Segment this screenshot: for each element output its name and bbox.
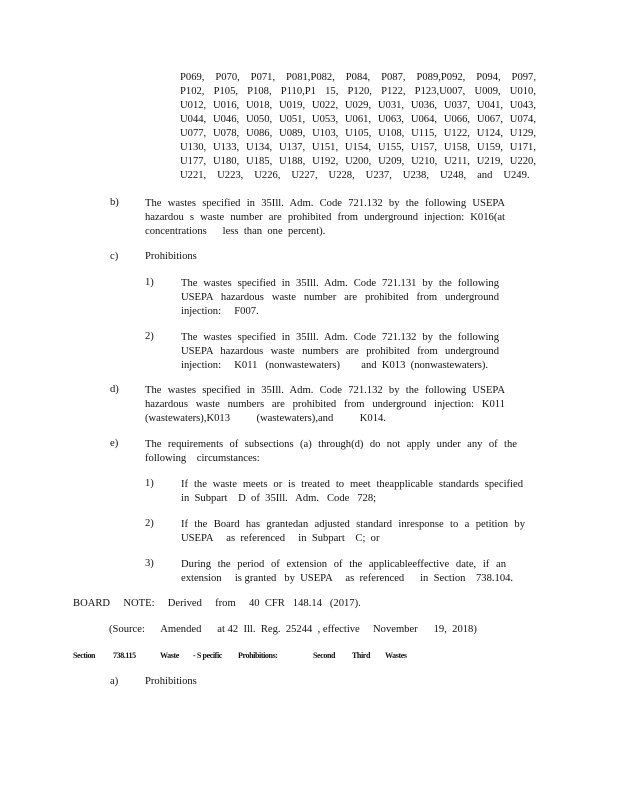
subsection-b-line: hazardou s waste number are prohibited from underground injection: K016(at <box>145 212 505 223</box>
item-c1-line: The wastes specified in 35Ill. Adm. Code 721.131 by the following <box>181 278 499 289</box>
section-number: 738.115 <box>113 651 136 660</box>
waste-codes-line: U044, U046, U050, U051, U053, U061, U063, U064, U066, U067, U074, <box>180 114 536 125</box>
section-heading <box>73 651 413 665</box>
item-e1-label: 1) <box>145 478 154 489</box>
item-e2-line: If the Board has grantedan adjusted standard inresponse to a petition by <box>181 519 525 530</box>
waste-codes-line: U077, U078, U086, U089, U103, U105, U108, U115, U122, U124, U129, <box>180 128 536 139</box>
section-title-word: Third <box>352 651 371 660</box>
item-e3-line: extension is granted by USEPA as referenced in Section 738.104. <box>181 573 514 584</box>
next-subsection-a-label: a) <box>110 676 119 687</box>
item-c1-label: 1) <box>145 277 154 288</box>
item-e2-line: USEPA as referenced in Subpart C; or <box>181 533 380 544</box>
subsection-e-text <box>145 438 517 466</box>
item-e2-label: 2) <box>145 518 154 529</box>
board-note: BOARD NOTE: Derived from 40 CFR 148.14 (2017). <box>73 598 361 609</box>
subsection-d-label: d) <box>110 384 119 395</box>
item-e3-label: 3) <box>145 558 154 569</box>
waste-codes-paragraph <box>180 71 536 183</box>
waste-codes-line: P069, P070, P071, P081,P082, P084, P087, P089,P092, P094, P097, <box>180 72 536 83</box>
subsection-e-label: e) <box>110 438 119 449</box>
subsection-b-text <box>145 197 505 239</box>
subsection-e-line: following circumstances: <box>145 453 260 464</box>
section-title-word: - S pecific <box>193 651 222 660</box>
item-c1-text <box>181 277 499 319</box>
item-e2-text <box>181 518 525 546</box>
subsection-d-line: (wastewaters),K013 (wastewaters),and K014. <box>145 413 386 424</box>
subsection-b-line: The wastes specified in 35Ill. Adm. Code 721.132 by the following USEPA <box>145 198 505 209</box>
waste-codes-line: U221, U223, U226, U227, U228, U237, U238, U248, and U249. <box>180 170 530 181</box>
section-title-word: Second <box>313 651 336 660</box>
item-e1-line: If the waste meets or is treated to meet theapplicable standards specified <box>181 479 523 490</box>
item-e3-line: During the period of extension of the applicableeffective date, if an <box>181 559 506 570</box>
item-e3-text <box>181 558 514 586</box>
item-c2-line: The wastes specified in 35Ill. Adm. Code 721.132 by the following <box>181 332 499 343</box>
source-note: (Source: Amended at 42 Ill. Reg. 25244 , effective November 19, 2018) <box>109 624 477 635</box>
subsection-e-line: The requirements of subsections (a) through(d) do not apply under any of the <box>145 439 517 450</box>
waste-codes-line: P102, P105, P108, P110,P1 15, P120, P122, P123,U007, U009, U010, <box>180 86 536 97</box>
item-c2-text <box>181 331 499 373</box>
subsection-c-title: Prohibitions <box>145 251 197 262</box>
item-c2-label: 2) <box>145 331 154 342</box>
subsection-d-text <box>145 384 505 426</box>
waste-codes-line: U130, U133, U134, U137, U151, U154, U155, U157, U158, U159, U171, <box>180 142 536 153</box>
item-e1-text <box>181 478 523 506</box>
section-word: Section <box>73 651 96 660</box>
next-subsection-a-title: Prohibitions <box>145 676 197 687</box>
waste-codes-line: U012, U016, U018, U019, U022, U029, U031, U036, U037, U041, U043, <box>180 100 536 111</box>
item-e1-line: in Subpart D of 35Ill. Adm. Code 728; <box>181 493 377 504</box>
subsection-b-line: concentrations less than one percent). <box>145 226 326 237</box>
subsection-c-label: c) <box>110 251 119 262</box>
item-c1-line: USEPA hazardous waste number are prohibited from underground <box>181 292 499 303</box>
subsection-d-line: hazardous waste numbers are prohibited from underground injection: K011 <box>145 399 505 410</box>
subsection-d-line: The wastes specified in 35Ill. Adm. Code 721.132 by the following USEPA <box>145 385 505 396</box>
section-title-word: Waste <box>160 651 179 660</box>
subsection-b-label: b) <box>110 197 119 208</box>
item-c1-line: injection: F007. <box>181 306 259 317</box>
waste-codes-line: U177, U180, U185, U188, U192, U200, U209, U210, U211, U219, U220, <box>180 156 536 167</box>
item-c2-line: USEPA hazardous waste numbers are prohibited from underground <box>181 346 499 357</box>
section-title-word: Wastes <box>385 651 407 660</box>
item-c2-line: injection: K011 (nonwastewaters) and K013 (nonwastewaters). <box>181 360 489 371</box>
section-title-word: Prohibitions: <box>238 651 278 660</box>
